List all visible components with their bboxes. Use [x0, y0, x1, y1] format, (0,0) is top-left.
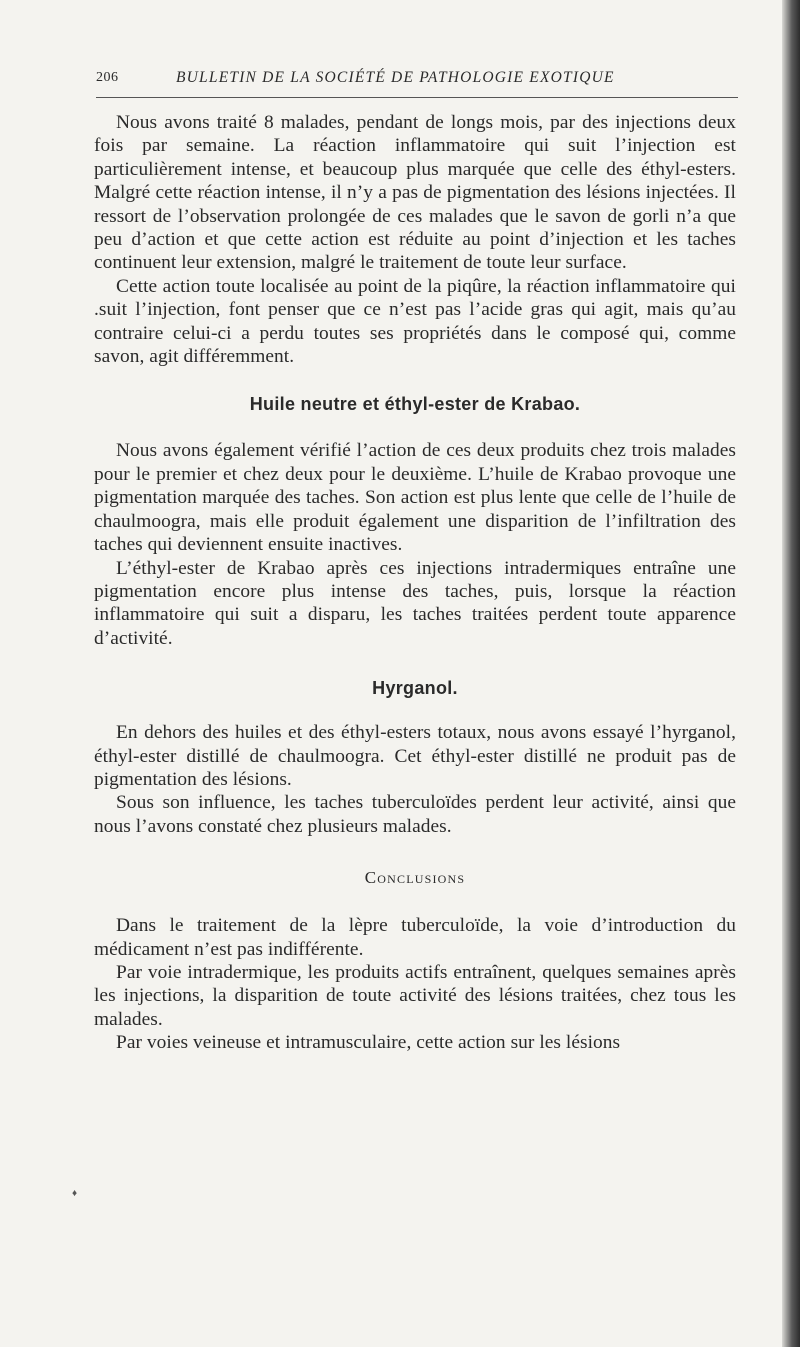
- paragraph-5: En dehors des huiles et des éthyl-esters totaux, nous avons essayé l’hyrganol, éthyl-ester distillé de chaulmoogra. Cet éthyl-ester distillé ne produit pas de pigmentation des lésions.: [94, 722, 736, 790]
- section-heading-hyrganol: Hyrganol.: [372, 678, 458, 699]
- paragraph-8: Par voie intradermique, les produits actifs entraînent, quelques semaines après les injections, la disparition de toute activité des lésions traitées, chez tous les malades.: [94, 961, 736, 1030]
- paragraph-7: Dans le traitement de la lèpre tuberculoïde, la voie d’introduction du médicament n’est pas indifférente.: [94, 915, 736, 960]
- running-title: BULLETIN DE LA SOCIÉTÉ DE PATHOLOGIE EXOTIQUE: [176, 69, 615, 86]
- body-text: [94, 111, 736, 1055]
- paragraph-2: Cette action toute localisée au point de la piqûre, la réaction inflammatoire qui .suit l’injection, font penser que ce n’est pas l’acide gras qui agit, mais qu’au contraire celui-ci a perdu toutes ses propriétés dans le composé qui, comme savon, agit différemment.: [94, 275, 736, 368]
- section-heading-conclusions: Conclusions: [364, 868, 466, 888]
- paragraph-1: Nous avons traité 8 malades, pendant de longs mois, par des injections deux fois par semaine. La réaction inflammatoire qui suit l’injection est particulièrement intense, et beaucoup plus marquée que celle des éthyl-esters. Malgré cette réaction intense, il n’y a pas de pigmentation des lésions injectées. Il ressort de l’observation prolongée de ces malades que le savon de gorli n’a que peu d’action et que cette action est réduite au point d’injection et les taches continuent leur extension, malgré le traitement de toute leur surface.: [94, 112, 736, 274]
- paragraph-3: Nous avons également vérifié l’action de ces deux produits chez trois malades pour le premier et chez deux pour le deuxième. L’huile de Krabao provoque une pigmentation marquée des taches. Son action est plus lente que celle de l’huile de chaulmoogra, mais elle produit également une disparition de l’infiltration des taches qui deviennent ensuite inactives.: [94, 440, 736, 556]
- paragraph-4: L’éthyl-ester de Krabao après ces injections intradermiques entraîne une pigmentation encore plus intense des taches, puis, lorsque la réaction inflammatoire qui suit a disparu, les taches traitées perdent toute apparence d’activité.: [94, 557, 736, 649]
- page-edge-shadow: [782, 0, 800, 1347]
- paragraph-9: Par voies veineuse et intramusculaire, cette action sur les lésions: [116, 1032, 621, 1054]
- page-header: [96, 68, 736, 90]
- page-number: 206: [96, 70, 119, 85]
- header-rule: [96, 97, 738, 98]
- section-heading-krabao: Huile neutre et éthyl-ester de Krabao.: [249, 394, 581, 415]
- ink-speck-icon: ♦: [72, 1188, 78, 1199]
- paragraph-6: Sous son influence, les taches tuberculoïdes perdent leur activité, ainsi que nous l’avons constaté chez plusieurs malades.: [94, 792, 736, 837]
